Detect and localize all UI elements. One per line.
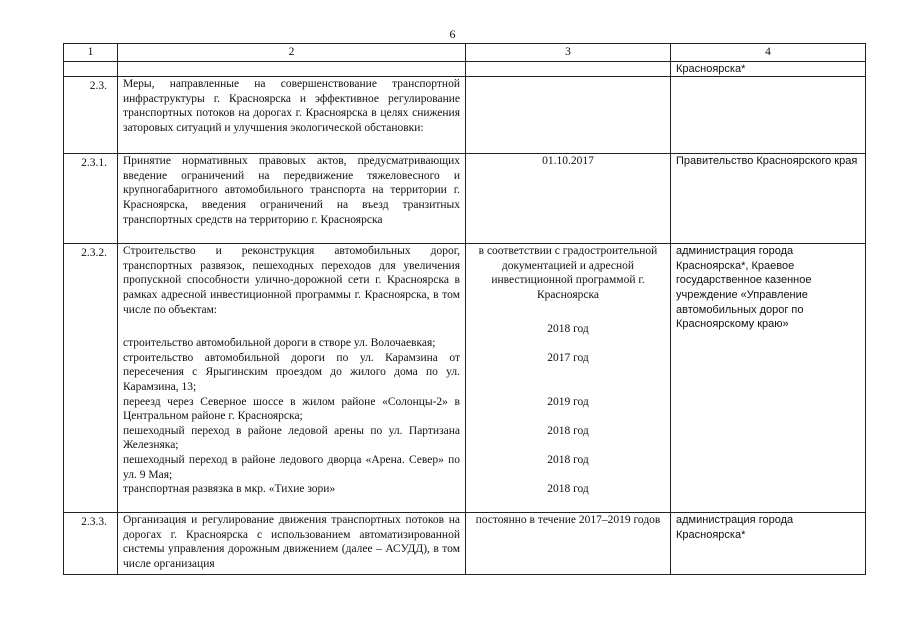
deadline-text: в соответствии с градостроительной документацией и адресной инвестиционной программой г. Красноярска — [478, 245, 658, 301]
column-number-row — [64, 44, 866, 62]
object-item: пешеходный переход в районе ледового дворца «Арена. Север» по ул. 9 Мая; — [123, 453, 460, 481]
spacer — [471, 303, 665, 322]
object-year: 2018 год — [547, 322, 589, 335]
row-number: 2.3. — [64, 77, 118, 154]
responsible-text — [671, 77, 866, 154]
measure-cell — [118, 244, 466, 513]
table-row — [64, 244, 866, 513]
object-item: пешеходный переход в районе ледовой арены по ул. Партизана Железняка; — [123, 424, 460, 452]
column-header: 4 — [671, 44, 866, 62]
table-row — [64, 61, 866, 77]
object-year: 2019 год — [547, 395, 589, 408]
measure-text: Принятие нормативных правовых актов, предусматривающих введение ограничений на передвижение тяжеловесного и крупногабаритного автомобильного транспорта на территории г. Красноярска, введения ограничений на въезд транзитных транспортных средств на территорию г. Красноярска — [118, 154, 466, 244]
column-header: 3 — [466, 44, 671, 62]
measures-table — [63, 43, 866, 575]
table-row — [64, 513, 866, 575]
measure-text: Меры, направленные на совершенствование транспортной инфраструктуры г. Красноярска и эффективное регулирование транспортных потоков на дорогах г. Красноярска в целях снижения заторовых ситуаций и улучшения экологической обстановки: — [118, 77, 466, 154]
object-item: транспортная развязка в мкр. «Тихие зори» — [123, 483, 336, 496]
object-item: строительство автомобильной дороги в створе ул. Волочаевкая; — [123, 337, 436, 350]
responsible-text: администрация города Красноярска*, Краевое государственное казенное учреждение «Управление автомобильных дорог по Красноярскому краю» — [671, 244, 866, 513]
row-number — [64, 61, 118, 77]
deadline-text — [466, 77, 671, 154]
column-header: 1 — [64, 44, 118, 62]
deadline-text: постоянно в течение 2017–2019 годов — [466, 513, 671, 575]
object-year: 2018 год — [547, 424, 589, 437]
spacer — [123, 317, 460, 336]
deadline-text: 01.10.2017 — [466, 154, 671, 244]
row-number: 2.3.1. — [64, 154, 118, 244]
deadline-text — [466, 61, 671, 77]
measure-text — [118, 61, 466, 77]
object-year: 2017 год — [547, 351, 589, 364]
column-header: 2 — [118, 44, 466, 62]
object-year: 2018 год — [547, 453, 589, 466]
deadline-cell — [466, 244, 671, 513]
row-number: 2.3.2. — [64, 244, 118, 513]
table-row — [64, 77, 866, 154]
page-number: 6 — [449, 27, 456, 41]
responsible-text: администрация города Красноярска* — [671, 513, 866, 575]
table-row — [64, 154, 866, 244]
object-item: переезд через Северное шоссе в жилом районе «Солонцы-2» в Центральном районе г. Красноярска; — [123, 395, 460, 423]
row-number: 2.3.3. — [64, 513, 118, 575]
object-item: строительство автомобильной дороги по ул. Карамзина от пересечения с Ярыгинским проездом до жилого дома по ул. Карамзина, 13; — [123, 351, 460, 393]
responsible-text: Красноярска* — [671, 61, 866, 77]
object-year: 2018 год — [547, 482, 589, 495]
measure-text: Строительство и реконструкция автомобильных дорог, транспортных развязок, пешеходных переходов для увеличения пропускной способности улично-дорожной сети г. Красноярска в рамках адресной инвестиционной программы г. Красноярска, в том числе по объектам: — [123, 245, 460, 316]
responsible-text: Правительство Красноярского края — [671, 154, 866, 244]
measure-text: Организация и регулирование движения транспортных потоков на дорогах г. Красноярска с использованием автоматизированной системы управления дорожным движением (далее – АСУДД), в том числе организация — [118, 513, 466, 575]
